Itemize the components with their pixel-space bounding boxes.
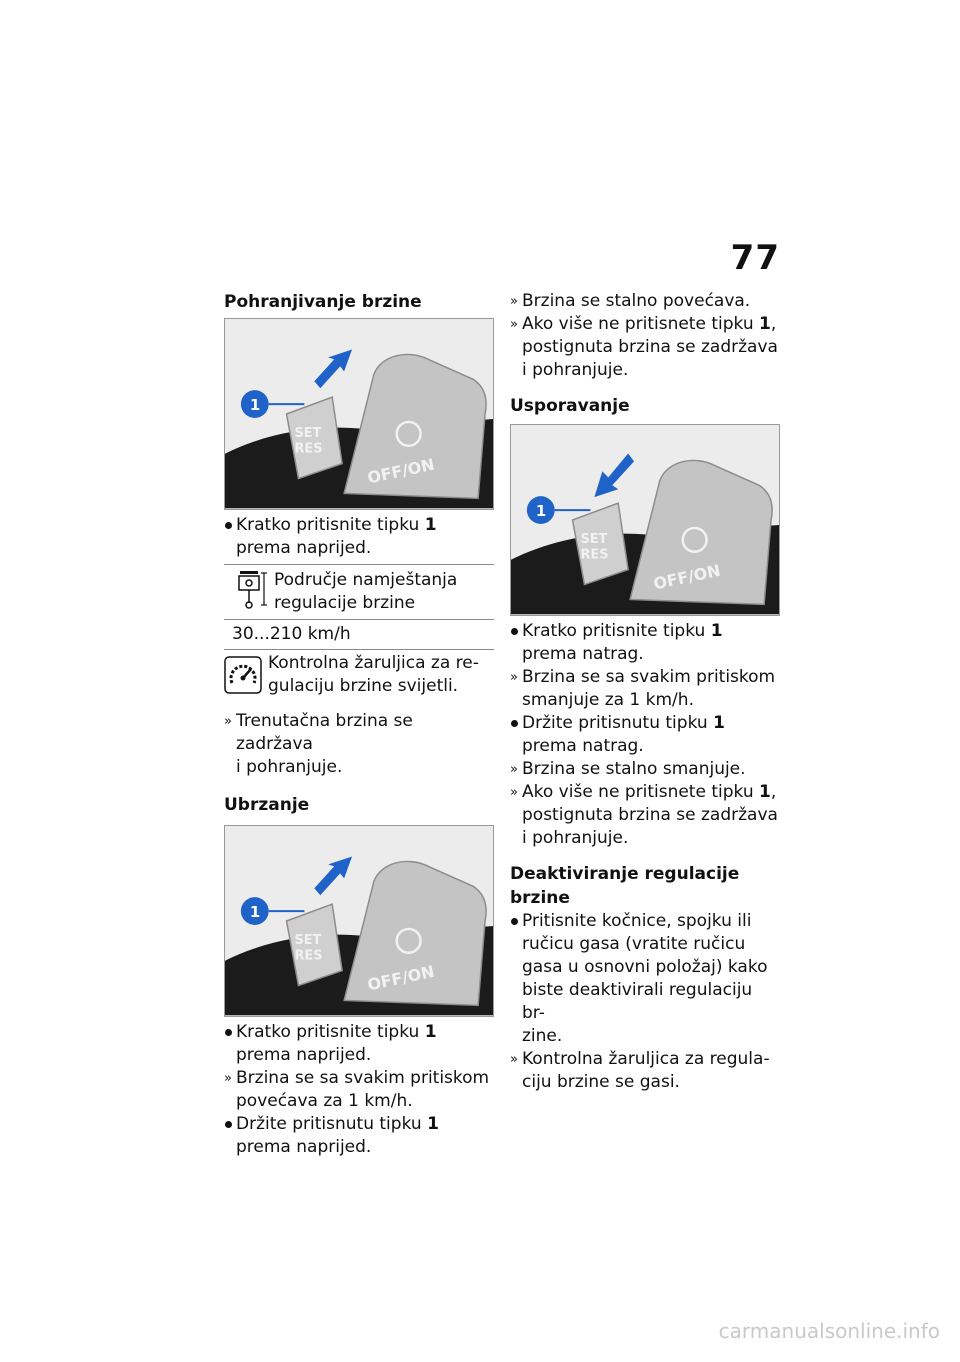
list-item-bullet: Kratko pritisnite tipku 1 prema naprijed. [224, 1021, 494, 1067]
result-arrow-icon: » [510, 294, 518, 309]
bullet-icon [511, 720, 518, 727]
svg-text:RES: RES [294, 948, 323, 964]
bullet-icon [225, 1121, 232, 1128]
list-item-bullet: Kratko pritisnite tipku 1 prema natrag. [510, 620, 780, 666]
switch-illustration [225, 826, 493, 1016]
figure-decelerate [510, 424, 780, 616]
svg-text:OFF/ON: OFF/ON [651, 560, 723, 594]
list-item-result: » Brzina se sa svakim pritiskom smanjuje za 1 km/h. [510, 667, 776, 710]
svg-text:SET: SET [294, 932, 322, 948]
heading-store-speed: Pohranjivanje brzine [224, 292, 422, 312]
result-arrow-icon: » [510, 785, 518, 800]
spec-title: Područje namještanja [274, 570, 458, 590]
svg-text:OFF/ON: OFF/ON [365, 454, 437, 488]
heading-deactivate: Deaktiviranje regulacije brzine [510, 864, 740, 908]
svg-text:SET: SET [294, 425, 322, 441]
result-arrow-icon: » [510, 670, 518, 685]
bullet-icon [511, 628, 518, 635]
left-column [224, 290, 494, 1159]
right-column [510, 290, 780, 1094]
svg-text:RES: RES [294, 441, 323, 457]
list-item-result: » Brzina se stalno smanjuje. [510, 759, 746, 779]
list-item-bullet: Držite pritisnutu tipku 1 prema natrag. [510, 712, 780, 758]
cruise-control-indicator-icon [224, 656, 262, 694]
switch-illustration [225, 319, 493, 509]
result-arrow-icon: » [510, 762, 518, 777]
svg-text:1: 1 [249, 903, 261, 922]
figure-store-speed [224, 318, 494, 510]
switch-illustration [511, 425, 779, 615]
result-arrow-icon: » [510, 1052, 518, 1067]
list-item-result: » Kontrolna žaruljica za regula- ciju brzine se gasi. [510, 1049, 770, 1092]
list-item-result: » Ako više ne pritisnete tipku 1, postignuta brzina se zadržava i pohranjuje. [510, 314, 778, 380]
watermark: carmanualsonline.info [718, 1319, 940, 1343]
list-item-bullet: Pritisnite kočnice, spojku ili ručicu gasa (vratite ručicu gasa u osnovni položaj) kako biste deaktivirali regulaciju br- zine. [510, 910, 780, 1048]
spec-table [224, 564, 494, 650]
result-arrow-icon: » [510, 317, 518, 332]
page-number: 77 [730, 238, 780, 278]
list-item-result: » Trenutačna brzina se zadržava i pohranjuje. [224, 711, 413, 777]
list-item-bullet: Držite pritisnutu tipku 1 prema naprijed. [224, 1113, 494, 1159]
svg-text:OFF/ON: OFF/ON [365, 961, 437, 995]
list-item-result: » Ako više ne pritisnete tipku 1, postignuta brzina se zadržava i pohranjuje. [510, 782, 778, 848]
svg-text:1: 1 [535, 502, 547, 521]
heading-accelerate: Ubrzanje [224, 795, 310, 815]
svg-text:RES: RES [580, 547, 609, 563]
result-arrow-icon: » [224, 714, 232, 729]
spec-value: 30...210 km/h [232, 624, 351, 644]
bullet-icon [225, 522, 232, 529]
svg-text:SET: SET [580, 531, 608, 547]
svg-text:1: 1 [249, 396, 261, 415]
spec-table-header [224, 565, 494, 620]
figure-accelerate [224, 825, 494, 1017]
result-arrow-icon: » [224, 1071, 232, 1086]
list-item-result: » Brzina se sa svakim pritiskom povećava za 1 km/h. [224, 1068, 490, 1111]
bullet-icon [225, 1029, 232, 1036]
heading-decelerate: Usporavanje [510, 396, 630, 416]
bullet-icon [511, 918, 518, 925]
list-item-result: » Brzina se stalno povećava. [510, 291, 751, 311]
list-item-bullet: Kratko pritisnite tipku 1 prema naprijed. [224, 514, 494, 560]
settings-range-icon [234, 569, 268, 609]
spec-title-cont: regulacije brzine [274, 593, 416, 613]
indicator-notice: Kontrolna žaruljica za re- gulaciju brzine svijetli. [224, 652, 494, 698]
